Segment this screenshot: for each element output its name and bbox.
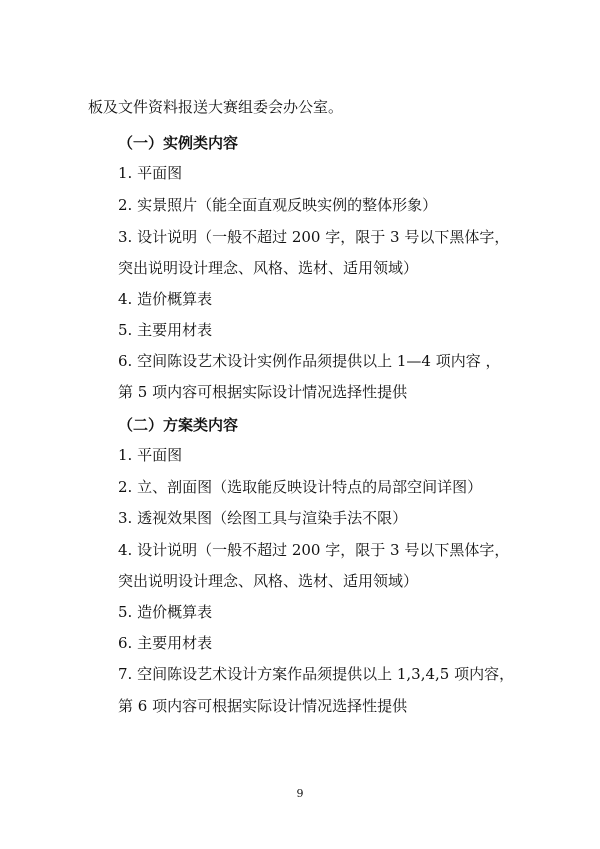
list-item: 6. 空间陈设艺术设计实例作品须提供以上 1—4 项内容 ， — [118, 352, 501, 370]
list-item: 1. 平面图 — [118, 164, 183, 182]
list-item-continuation: 第 5 项内容可根据实际设计情况选择性提供 — [118, 383, 408, 401]
list-item: 4. 造价概算表 — [118, 290, 213, 308]
list-item: 7. 空间陈设艺术设计方案作品须提供以上 1,3,4,5 项内容， — [118, 665, 515, 683]
list-item: 2. 实景照片（能全面直观反映实例的整体形象） — [118, 196, 438, 214]
list-item-continuation: 突出说明设计理念、风格、选材、适用领域） — [118, 259, 419, 277]
list-item: 3. 设计说明（一般不超过 200 字，限于 3 号以下黑体字， — [118, 228, 510, 246]
list-item: 5. 主要用材表 — [118, 321, 213, 339]
list-item: 3. 透视效果图（绘图工具与渲染手法不限） — [118, 509, 408, 527]
intro-paragraph-tail: 板及文件资料报送大赛组委会办公室。 — [88, 98, 344, 116]
list-item: 5. 造价概算表 — [118, 603, 213, 621]
list-item: 6. 主要用材表 — [118, 634, 213, 652]
list-item-continuation: 突出说明设计理念、风格、选材、适用领域） — [118, 572, 419, 590]
list-item: 4. 设计说明（一般不超过 200 字，限于 3 号以下黑体字， — [118, 541, 510, 559]
section-heading-examples: （一）实例类内容 — [118, 134, 239, 152]
section-heading-proposals: （二）方案类内容 — [118, 416, 239, 434]
page-number: 9 — [296, 787, 304, 800]
list-item-continuation: 第 6 项内容可根据实际设计情况选择性提供 — [118, 697, 408, 715]
list-item: 1. 平面图 — [118, 446, 183, 464]
list-item: 2. 立、剖面图（选取能反映设计特点的局部空间详图） — [118, 478, 483, 496]
